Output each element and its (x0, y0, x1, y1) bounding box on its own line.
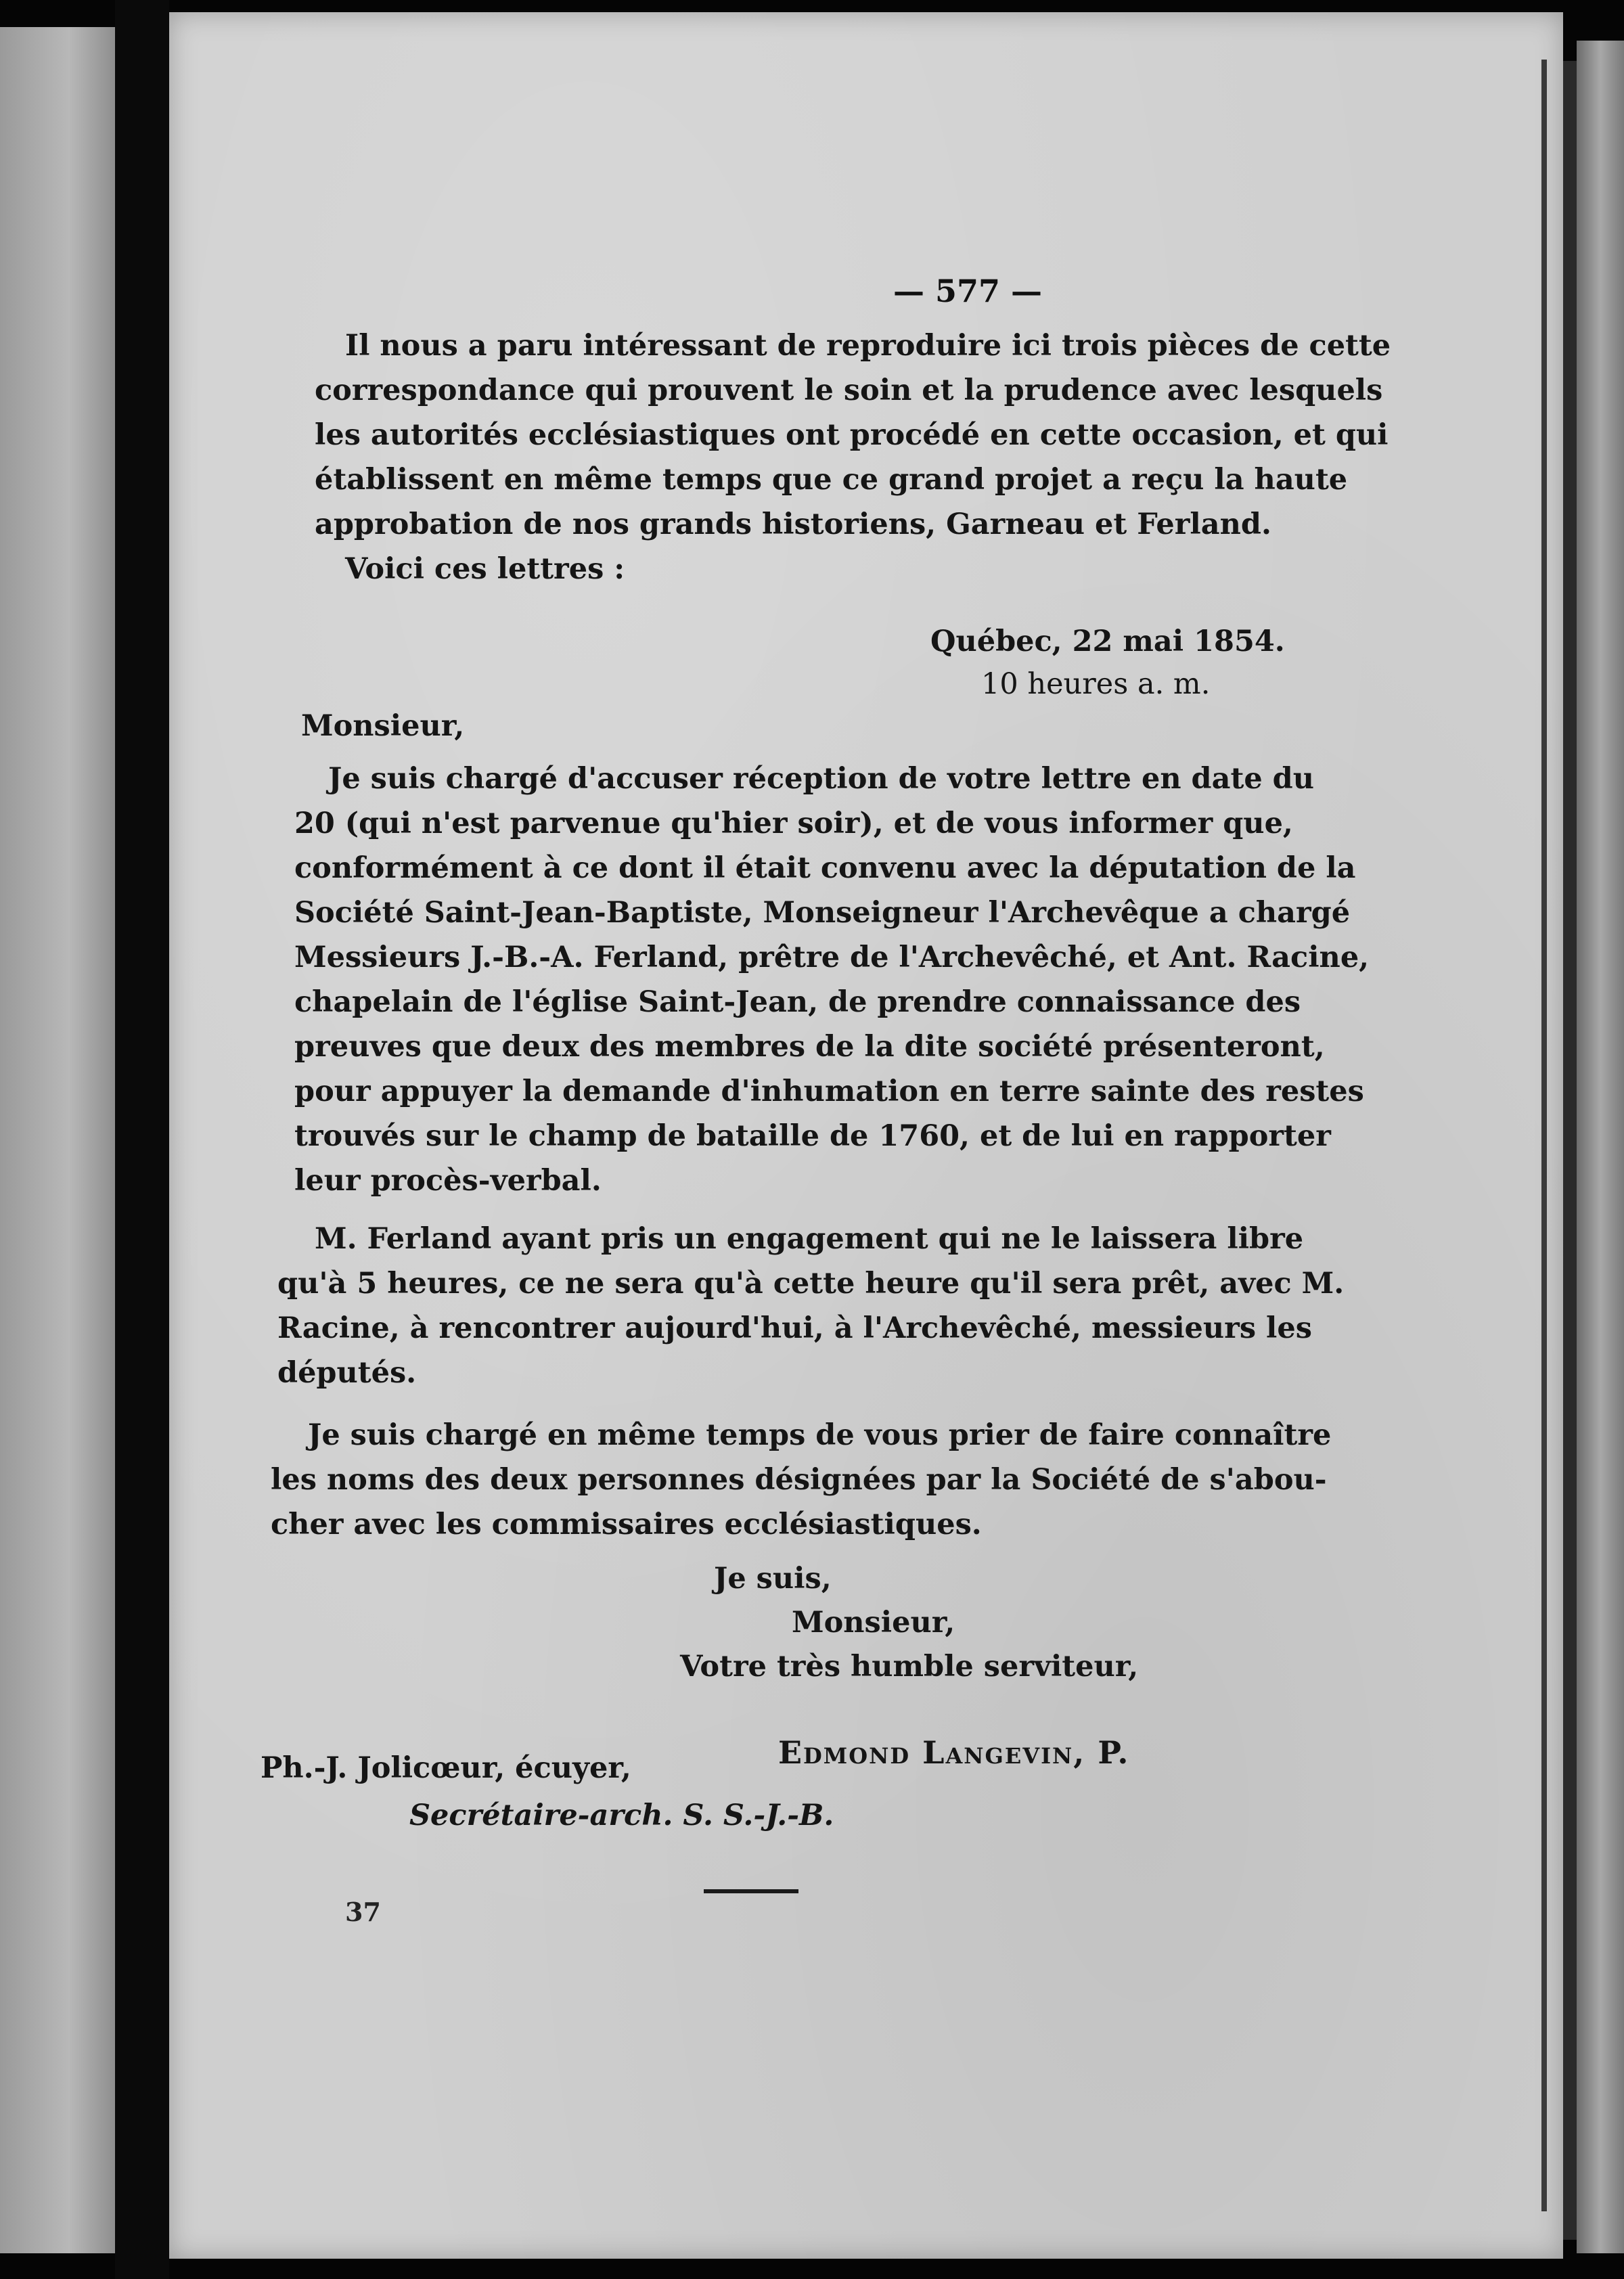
letter-line: Racine, à rencontrer aujourd'hui, à l'Archevêché, messieurs les (277, 1311, 1312, 1345)
facing-page-edge (0, 27, 115, 2253)
letter-line: députés. (277, 1356, 417, 1390)
letter-line: les noms des deux personnes désignées par la Société de s'abou- (271, 1463, 1327, 1497)
addressee-name: Ph.-J. Jolicœur, écuyer, (261, 1751, 631, 1785)
letter-line: qu'à 5 heures, ce ne sera qu'à cette heure qu'il sera prêt, avec M. (277, 1267, 1345, 1301)
letter-line: trouvés sur le champ de bataille de 1760, et de lui en rapporter (294, 1119, 1331, 1153)
closing-je-suis: Je suis, (714, 1562, 832, 1596)
section-divider (704, 1889, 798, 1893)
letter-line: cher avec les commissaires ecclésiastiques. (271, 1508, 982, 1541)
binding-gutter (115, 0, 169, 2279)
intro-line: approbation de nos grands historiens, Garneau et Ferland. (315, 507, 1271, 541)
letter-line: preuves que deux des membres de la dite société présenteront, (294, 1030, 1325, 1064)
letter-line: Société Saint-Jean-Baptiste, Monseigneur l'Archevêque a chargé (294, 896, 1351, 930)
intro-line: Il nous a paru intéressant de reproduire ici trois pièces de cette (345, 329, 1391, 363)
letter-paragraph-3 (271, 1413, 1435, 1547)
letter-line: Je suis chargé d'accuser réception de votre lettre en date du (328, 762, 1315, 796)
book-page (169, 12, 1563, 2259)
letter-salutation: Monsieur, (301, 709, 465, 743)
letter-line: M. Ferland ayant pris un engagement qui ne le laissera libre (315, 1222, 1304, 1256)
signature: Edmond Langevin, P. (778, 1734, 1130, 1771)
closing-votre: Votre très humble serviteur, (680, 1650, 1139, 1684)
signature-mark: 37 (345, 1897, 381, 1927)
letter-date: Québec, 22 mai 1854. (930, 625, 1285, 658)
letter-line: chapelain de l'église Saint-Jean, de prendre connaissance des (294, 985, 1301, 1019)
letter-line: conformément à ce dont il était convenu avec la députation de la (294, 851, 1356, 885)
intro-line: correspondance qui prouvent le soin et la prudence avec lesquels (315, 374, 1383, 407)
letter-time: 10 heures a. m. (981, 667, 1211, 701)
page-stack-edge (1577, 41, 1624, 2253)
letter-paragraph-2 (277, 1217, 1441, 1395)
intro-line: les autorités ecclésiastiques ont procédé en cette occasion, et qui (315, 418, 1389, 452)
letter-line: 20 (qui n'est parvenue qu'hier soir), et de vous informer que, (294, 807, 1293, 840)
letter-line: Messieurs J.-B.-A. Ferland, prêtre de l'Archevêché, et Ant. Racine, (294, 941, 1370, 974)
intro-line: établissent en même temps que ce grand projet a reçu la haute (315, 463, 1348, 497)
intro-voici: Voici ces lettres : (345, 552, 625, 586)
addressee-title: Secrétaire-arch. S. S.-J.-B. (409, 1799, 834, 1832)
page-edge-line (1541, 60, 1547, 2211)
closing-monsieur: Monsieur, (792, 1606, 955, 1640)
letter-paragraph-1 (294, 757, 1445, 1203)
letter-line: Je suis chargé en même temps de vous prier de faire connaître (308, 1418, 1332, 1452)
intro-paragraph (315, 323, 1445, 591)
letter-line: leur procès-verbal. (294, 1164, 602, 1198)
letter-line: pour appuyer la demande d'inhumation en terre sainte des restes (294, 1075, 1364, 1108)
page-number: — 577 — (893, 273, 1043, 309)
